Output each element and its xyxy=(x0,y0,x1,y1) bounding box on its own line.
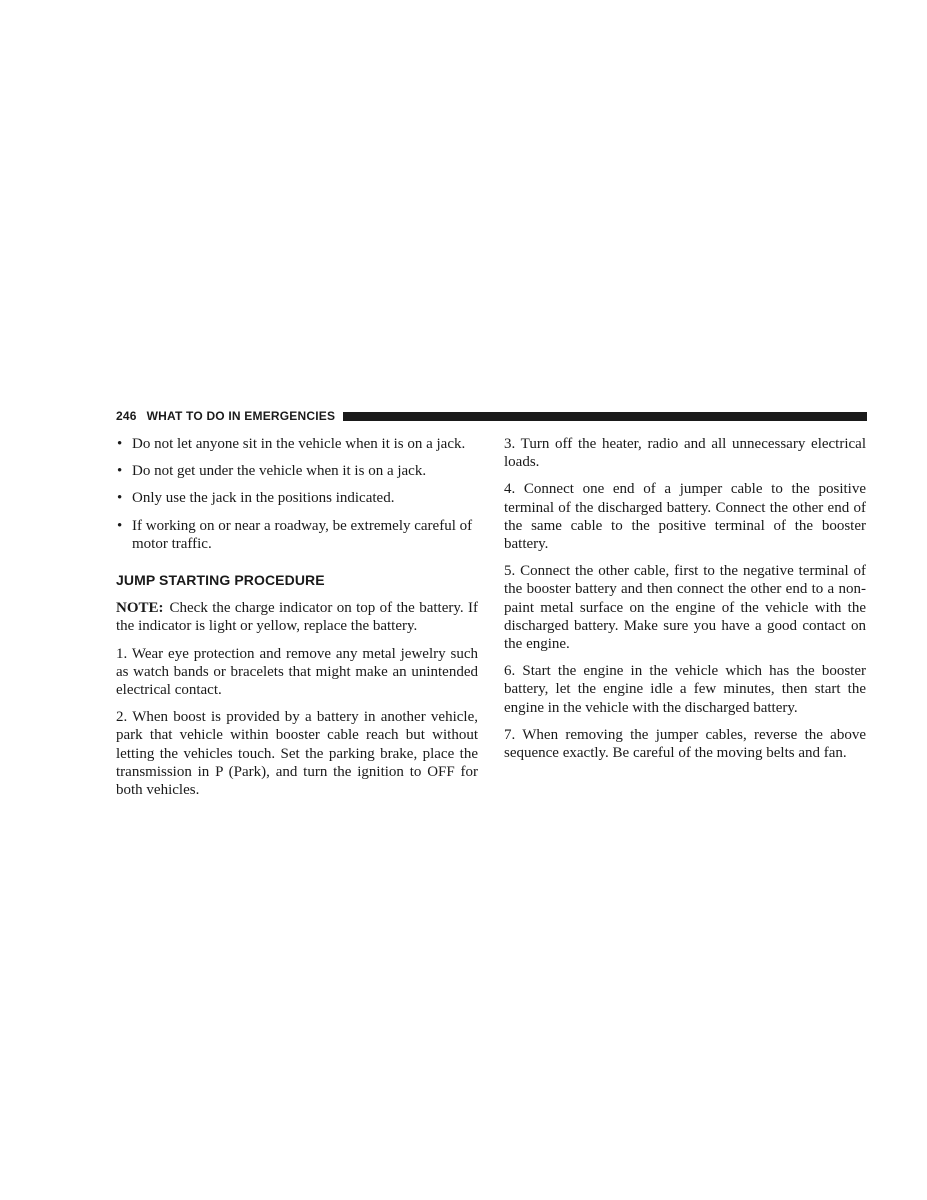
page-header xyxy=(116,408,867,424)
step-4: 4. Connect one end of a jumper cable to the positive terminal of the discharged battery. Connect the other end of the same cable to the positive terminal of the booster battery. xyxy=(504,481,866,553)
bullet-icon: • xyxy=(117,490,123,507)
bullet-item xyxy=(116,435,478,453)
bullet-text: Only use the jack in the positions indicated. xyxy=(132,490,395,507)
right-column xyxy=(504,435,866,771)
bullet-icon: • xyxy=(117,463,123,480)
bullet-text: If working on or near a roadway, be extremely careful of motor traffic. xyxy=(132,517,473,552)
bullet-item xyxy=(116,462,478,480)
step-3: 3. Turn off the heater, radio and all unnecessary electrical loads. xyxy=(504,436,866,471)
left-column xyxy=(116,435,478,808)
bullet-icon: • xyxy=(117,436,123,452)
step-7: 7. When removing the jumper cables, reverse the above sequence exactly. Be careful of the moving belts and fan. xyxy=(504,726,866,762)
step-5: 5. Connect the other cable, first to the negative terminal of the booster battery and then connect the other end to a non-paint metal surface on the engine of the vehicle with the discharged battery. Make sure you have a good contact on the engine. xyxy=(504,563,866,653)
section-heading: JUMP STARTING PROCEDURE xyxy=(116,572,325,589)
bullet-text: Do not let anyone sit in the vehicle when it is on a jack. xyxy=(132,436,466,452)
note-paragraph xyxy=(116,599,478,635)
step-2: 2. When boost is provided by a battery in another vehicle, park that vehicle within booster cable reach but without letting the vehicles touch. Set the parking brake, place the transmission in P (Park), and turn the ignition to OFF for both vehicles. xyxy=(116,709,478,799)
bullet-item xyxy=(116,517,478,553)
bullet-item xyxy=(116,489,478,507)
page-number: 246 xyxy=(116,409,137,423)
note-text: Check the charge indicator on top of the battery. If the indicator is light or yellow, replace the battery. xyxy=(116,600,478,635)
section-title: WHAT TO DO IN EMERGENCIES xyxy=(146,409,336,423)
step-6: 6. Start the engine in the vehicle which has the booster battery, let the engine idle a few minutes, then start the engine in the vehicle with the discharged battery. xyxy=(504,663,866,716)
bullet-text: Do not get under the vehicle when it is on a jack. xyxy=(132,463,427,480)
step-1: 1. Wear eye protection and remove any metal jewelry such as watch bands or bracelets that might make an unintended electrical contact. xyxy=(116,645,478,699)
header-rule xyxy=(343,412,867,421)
bullet-icon: • xyxy=(117,517,123,534)
note-label: NOTE: xyxy=(116,600,164,617)
